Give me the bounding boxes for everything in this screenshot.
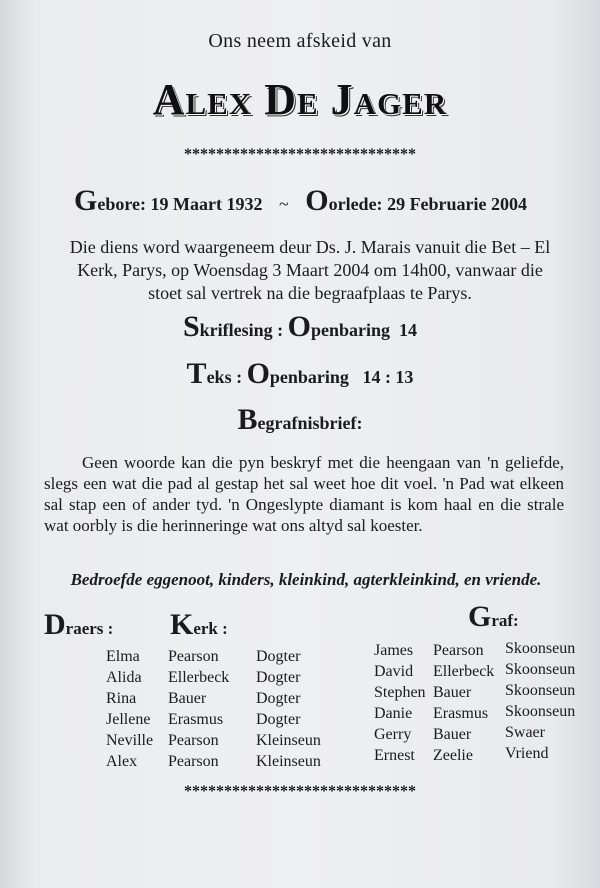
grave-first-names — [374, 640, 426, 766]
list-item: Vriend — [505, 745, 549, 762]
reading-book-initial: O — [287, 310, 311, 343]
born-date: 19 Maart 1932 — [150, 194, 263, 214]
list-item: Skoonseun — [505, 703, 576, 720]
star-divider-top: ***************************** — [184, 146, 416, 163]
text-book: penbaring — [269, 367, 349, 387]
text-ref: 14 : 13 — [362, 367, 414, 387]
text-verse — [0, 357, 600, 391]
church-heading — [170, 608, 228, 642]
list-item: Danie — [374, 705, 413, 722]
list-item: Gerry — [374, 726, 412, 743]
burial-letter-heading — [0, 403, 600, 437]
list-item: Zeelie — [433, 747, 473, 764]
burial-heading: egrafnisbrief: — [257, 413, 363, 433]
burial-heading-initial: B — [237, 403, 258, 436]
list-item: Dogter — [256, 711, 301, 728]
reading-ref: 14 — [399, 320, 418, 340]
graf-initial: G — [468, 600, 492, 633]
church-last-names — [168, 646, 229, 772]
list-item: Alida — [106, 669, 142, 686]
list-item: James — [374, 642, 414, 659]
list-item: Erasmus — [168, 711, 224, 728]
list-item: Stephen — [374, 684, 426, 701]
list-item: Dogter — [256, 669, 301, 686]
list-item: Skoonseun — [505, 640, 576, 657]
list-item: Kleinseun — [256, 732, 321, 749]
graf-label: raf: — [491, 611, 519, 630]
born-initial: G — [74, 184, 98, 217]
list-item: David — [374, 663, 414, 680]
reading-book: penbaring — [311, 320, 391, 340]
list-item: Bauer — [168, 690, 207, 707]
grave-relations — [505, 638, 575, 764]
grave-heading — [468, 600, 519, 634]
list-item: Alex — [106, 753, 138, 770]
list-item: Ellerbeck — [433, 663, 495, 680]
reading-label: kriflesing : — [199, 320, 284, 340]
born-label: ebore: — [97, 194, 146, 214]
draers-initial: D — [44, 608, 66, 641]
list-item: Pearson — [433, 642, 484, 659]
text-label: eks : — [206, 367, 243, 387]
list-item: Pearson — [168, 648, 219, 665]
burial-letter-body: Geen woorde kan die pyn beskryf met die heengaan van 'n geliefde, slegs een wat die pad al gestap het sal weet hoe dit voel. 'n Pad wat elkeen sal stap een of ander tyd. 'n Ongeslypte diamant is kom haal en die strale wat oorbly is die herinneringe wat ons altyd sal koester. — [44, 453, 564, 535]
scripture-reading — [0, 310, 600, 344]
bearers-heading — [44, 608, 113, 642]
list-item: Skoonseun — [505, 682, 576, 699]
text-label-initial: T — [186, 357, 207, 390]
died-initial: O — [305, 184, 329, 217]
list-item: Neville — [106, 732, 154, 749]
date-separator: ~ — [278, 194, 289, 214]
kerk-label: erk : — [193, 619, 228, 638]
list-item: Erasmus — [433, 705, 489, 722]
died-label: orlede: — [328, 194, 383, 214]
draers-label: raers : — [65, 619, 114, 638]
list-item: Skoonseun — [505, 661, 576, 678]
list-item: Elma — [106, 648, 140, 665]
mourners-line: Bedroefde eggenoot, kinders, kleinkind, agterkleinkind, en vriende. — [70, 570, 542, 589]
list-item: Ellerbeck — [168, 669, 230, 686]
list-item: Kleinseun — [256, 753, 321, 770]
dates-line — [74, 184, 594, 218]
church-relations — [256, 646, 321, 772]
list-item: Jellene — [106, 711, 151, 728]
intro-line: Ons neem afskeid van — [208, 30, 392, 52]
grave-last-names — [433, 640, 494, 766]
star-divider-bottom: ***************************** — [184, 783, 416, 800]
deceased-name: Alex De Jager — [152, 75, 448, 124]
list-item: Dogter — [256, 648, 301, 665]
list-item: Rina — [106, 690, 137, 707]
list-item: Pearson — [168, 753, 219, 770]
died-date: 29 Februarie 2004 — [387, 194, 528, 214]
list-item: Bauer — [433, 684, 472, 701]
church-first-names — [106, 646, 153, 772]
kerk-initial: K — [170, 608, 194, 641]
list-item: Ernest — [374, 747, 415, 764]
service-details: Die diens word waargeneem deur Ds. J. Marais vanuit die Bet – El Kerk, Parys, op Woensdag 3 Maart 2004 om 14h00, vanwaar die stoet sal vertrek na die begraafplaas te Parys. — [69, 237, 551, 303]
list-item: Dogter — [256, 690, 301, 707]
reading-label-initial: S — [182, 310, 200, 343]
list-item: Bauer — [433, 726, 472, 743]
list-item: Pearson — [168, 732, 219, 749]
list-item: Swaer — [505, 724, 545, 741]
text-book-initial: O — [246, 357, 270, 390]
